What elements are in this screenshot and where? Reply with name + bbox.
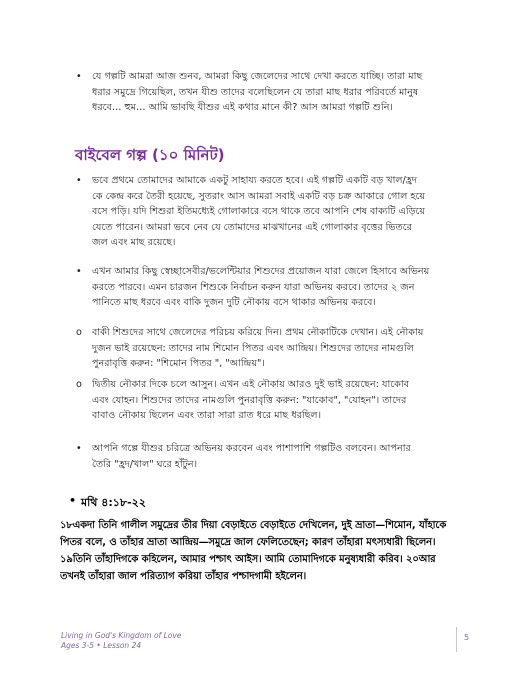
text-line: তখনই তাঁহারা জাল পরিত্যাগ করিয়া তাঁহার পশ্চাদগামী হইলেন। — [60, 571, 307, 582]
bullet-marker: • — [76, 443, 82, 454]
text-line: এবং যোহন। শিশুদের তাদের নামগুলি পুনরাবৃত্তি করুন: "যাকোব", "যোহন"। তাদের — [92, 394, 407, 406]
text-line: দুজন ভাই রয়েছেন: তাদের নাম শিমোন পিতর এবং আন্দ্রিয়। শিশুদের তাদের নামগুলি — [92, 342, 414, 354]
instruction-subbullet-2 — [76, 377, 477, 424]
instruction-bullet-3 — [76, 441, 477, 472]
text-line: যে গল্পটি আমরা আজ শুনব, আমরা কিছু জেলেদের সাথে দেখা করতে যাচ্ছি। তারা মাছ — [92, 71, 423, 82]
text-line: পানিতে মাছ ধরবে এবং বাকি দুজন দুটি নৌকায় বসে থাকার অভিনয় করবে। — [92, 297, 376, 308]
reference-text: মথি ৪:১৮-২২ — [81, 496, 146, 509]
circle-bullet-marker: o — [76, 327, 82, 338]
text-line: আপনি গল্পে যীশুর চরিত্রে অভিনয় করবেন এবং পাশাপাশি গল্পটিও বলবেন। আপনার — [92, 443, 411, 454]
footer-divider — [456, 627, 457, 652]
bullet-marker: • — [76, 71, 82, 82]
text-line: বাকী শিশুদের সাথে জেলেদের পরিচয় করিয়ে দিন। প্রথম নৌকাটিকে দেখান। এই নৌকায় — [92, 327, 424, 338]
text-line: জল এবং মাছ রয়েছে। — [92, 237, 176, 248]
instruction-bullet-2 — [76, 264, 477, 311]
bullet-marker: • — [76, 266, 82, 277]
intro-paragraph — [76, 69, 477, 116]
text-line: ভবে প্রথমে তোমাদের আমাকে একটু সাহায্য করতে হবে। এই গল্পটি একটি বড় খাল/হ্রদ — [92, 175, 417, 186]
text-line: দ্বিতীয় নৌকার দিকে চলে আসুন। এখন এই নৌকায় আরও দুই ভাই রয়েছেন: যাকোব — [92, 379, 410, 390]
scripture-reference — [69, 494, 146, 513]
text-line: করতে পারবে। এমন চারজন শিশুকে নির্বাচন করুন যারা অভিনয় করবে। তাদের ২ জন — [92, 281, 415, 293]
text-line: কে কেন্দ্র করে তৈরী হয়েছে, সুতরাং আস আমরা সবাই একটি বড় চক্র আকারে গোল হয়ে — [92, 190, 425, 202]
text-line: ধরার সমুদ্রে গিয়েছিল, তখন যীশু তাদের বলেছিলেন যে তারা মাছ ধরার পরিবর্তে মানুষ — [92, 86, 419, 98]
footer-subtitle: Ages 3-5 • Lesson 24 — [61, 641, 142, 650]
scripture-passage — [60, 517, 475, 585]
text-line: পিতর বলে, ও তাঁহার ভ্রাতা আন্দ্রিয়—সমুদ্রে জাল ফেলিতেছেন; কারণ তাঁহারা মৎস্যধারী ছিলেন। — [60, 537, 436, 548]
text-line: ১৯তিনি তাঁহাদিগকে কহিলেন, আমার পশ্চাৎ আইস। আমি তোমাদিগকে মনুষ্যধারী করিব। ২০আর — [60, 554, 436, 565]
bullet-marker: • — [76, 175, 82, 186]
text-line: পুনরাবৃত্তি করুন: "শিমোন পিতর ", "আন্দ্রিয়"। — [92, 358, 265, 369]
section-heading: বাইবেল গল্প (১০ মিনিট) — [75, 146, 225, 164]
text-line: ধরবে… হুম… আমি ভাবছি যীশুর এই কথার মানে কী? আস আমরা গল্পটি শুনি। — [92, 102, 393, 113]
text-line: ১৮একদা তিনি গালীল সমুদ্রের তীর দিয়া বেড়াইতে বেড়াইতে দেখিলেন, দুই ভ্রাতা—শিমোন, যাঁহাকে — [60, 520, 447, 531]
instruction-subbullet-1 — [76, 325, 477, 372]
text-line: বসে পড়ি। যদি শিশুরা ইতিমধ্যেই গোলাকারে বসে থাকে তবে আপনি শেষ বাক্যটি এড়িয়ে — [92, 206, 426, 217]
text-line: এখন আমার কিছু স্বেচ্ছাসেবীর/ভলেন্টিয়ার শিশুদের প্রয়োজন যারা জেলে হিসাবে অভিনয় — [92, 266, 430, 277]
instruction-bullet-1 — [76, 173, 477, 251]
text-line: যেতে পারেন। আমরা ভবে নেব যে তোমাদের মাঝখানের এই গোলাকার বৃত্তের ভিতরে — [92, 221, 412, 233]
page-number: 5 — [464, 633, 470, 642]
text-line: বাবাও নৌকায় ছিলেন এবং তারা সারা রাত ধরে মাছ ধরছিল। — [92, 410, 322, 421]
circle-bullet-marker: o — [76, 379, 82, 390]
text-line: তৈরি "হ্রদ/খাল" ঘরে হাঁটুন। — [92, 458, 197, 470]
bullet-marker: • — [69, 494, 77, 507]
footer-title: Living in God's Kingdom of Love — [61, 631, 182, 640]
footer — [61, 631, 181, 651]
